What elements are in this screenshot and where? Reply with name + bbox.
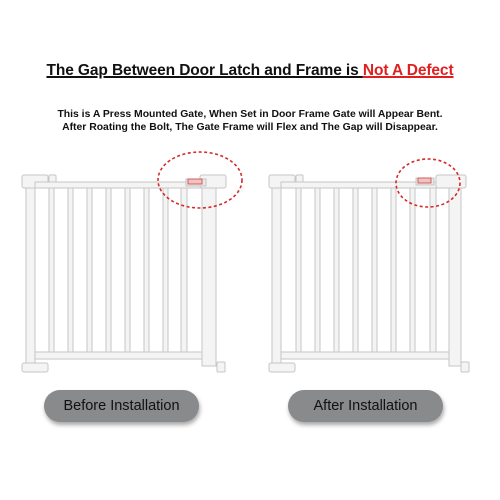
caption-after-installation: After Installation [288,390,443,422]
right-post [202,188,216,366]
subtitle-line-2: After Roating the Bolt, The Gate Frame will Flex and The Gap will Disappear. [62,122,438,133]
bottom-rail [35,352,205,359]
right-post [449,188,461,366]
subtitle-line-1: This is A Press Mounted Gate, When Set in Door Frame Gate will Appear Bent. [57,109,443,120]
gate-after-image [258,150,498,385]
gate-before-image [5,150,245,385]
headline [0,62,500,80]
left-post [26,188,35,366]
bottom-left-mount [269,363,295,372]
top-rail [35,182,201,188]
bottom-left-mount [22,363,48,372]
headline-text: The Gap Between Door Latch and Frame is [46,62,363,79]
caption-before-installation: Before Installation [44,390,199,422]
headline-emphasis: Not A Defect [362,62,454,79]
left-post [272,188,281,366]
latch-housing [436,175,466,188]
bottom-rail [281,352,453,359]
